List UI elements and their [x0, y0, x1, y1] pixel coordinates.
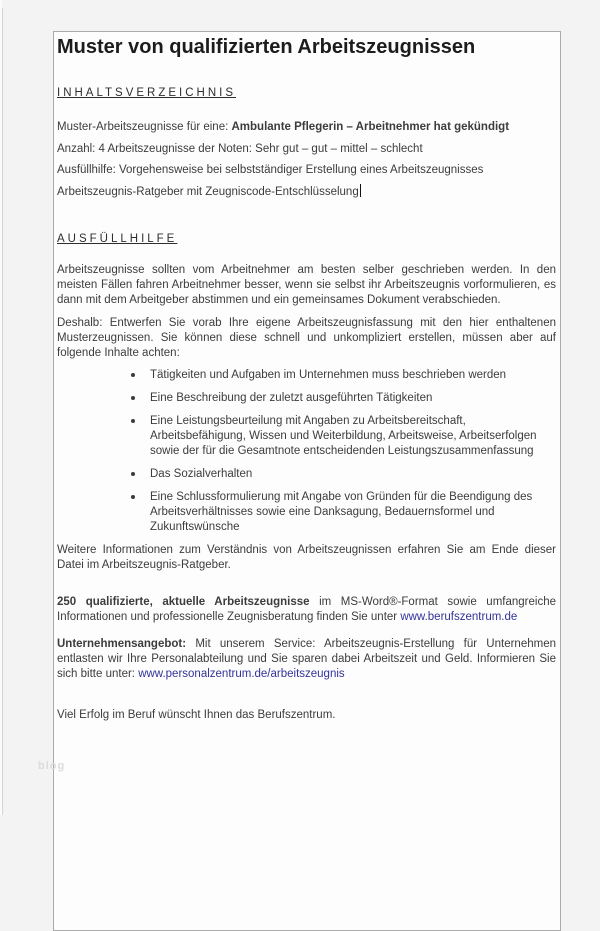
toc-line-guide	[57, 182, 556, 204]
toc-block	[57, 117, 556, 203]
paragraph-offer-unternehmen	[57, 637, 556, 682]
list-item-text: Eine Leistungsbeurteilung mit Angaben zu Arbeitsbereitschaft, Arbeitsbefähigung, Wissen und Weiterbildung, Arbeitsweise, Arbeitserfolgen sowie der für die Gesamtnote entscheidenden Leistungszusammenfassung	[150, 415, 537, 457]
document-page	[53, 31, 561, 931]
viewport-left-edge-line	[2, 8, 3, 815]
list-item-text: Eine Schlussformulierung mit Angabe von Gründen für die Beendigung des Arbeitsverhältnisses sowie eine Danksagung, Bedauernsformel und Zukunftswünsche	[150, 491, 533, 533]
bullet-icon	[131, 495, 135, 499]
offer-unternehmen-bold: Unternehmensangebot:	[57, 638, 187, 650]
list-item	[150, 391, 556, 406]
bullet-icon	[131, 472, 135, 476]
list-item-text: Tätigkeiten und Aufgaben im Unternehmen muss beschrieben werden	[150, 369, 507, 381]
personalzentrum-link[interactable]: www.personalzentrum.de/arbeitszeugnis	[138, 668, 345, 680]
content-requirements-list	[57, 368, 556, 535]
toc-line-profession-bold: Ambulante Pflegerin – Arbeitnehmer hat gekündigt	[231, 121, 510, 133]
toc-heading: INHALTSVERZEICHNIS	[57, 87, 237, 99]
offer-unternehmen-text: Mit unserem Service: Arbeitszeugnis-Erstellung für Unternehmen entlasten wir Ihre Personalabteilung und Sie sparen dabei Arbeitszeit und Geld. Informieren Sie sich bitte unter:	[57, 638, 556, 680]
site-watermark: blog	[38, 760, 66, 772]
bullet-icon	[131, 396, 135, 400]
fill-help-heading: AUSFÜLLHILFE	[57, 233, 178, 245]
offer-zeugnisse-bold: 250 qualifizierte, aktuelle Arbeitszeugnisse	[57, 596, 310, 608]
toc-line-profession	[57, 117, 556, 139]
toc-line-profession-prefix: Muster-Arbeitszeugnisse für eine:	[57, 121, 232, 133]
toc-line-fillhelp: Ausfüllhilfe: Vorgehensweise bei selbstständiger Erstellung eines Arbeitszeugnisses	[57, 164, 484, 176]
paragraph-intro: Arbeitszeugnisse sollten vom Arbeitnehmer am besten selber geschrieben werden. In den meisten Fällen fahren Arbeitnehmer besser, wenn sie selbst ihr Arbeitszeugnis vorformulieren, es dann mit dem Arbeitgeber abstimmen und ein gemeinsames Dokument verabschieden.	[57, 264, 556, 306]
list-item-text: Das Sozialverhalten	[150, 468, 253, 480]
bullet-icon	[131, 373, 135, 377]
toc-line-count: Anzahl: 4 Arbeitszeugnisse der Noten: Sehr gut – gut – mittel – schlecht	[57, 142, 423, 155]
list-item-text: Eine Beschreibung der zuletzt ausgeführten Tätigkeiten	[150, 392, 433, 404]
paragraph-offer-zeugnisse	[57, 595, 556, 625]
text-cursor	[360, 184, 361, 197]
closing-line: Viel Erfolg im Beruf wünscht Ihnen das Berufszentrum.	[57, 709, 336, 721]
bullet-icon	[131, 419, 135, 423]
list-item	[150, 467, 556, 482]
document-title: Muster von qualifizierten Arbeitszeugnissen	[57, 36, 476, 58]
list-item	[150, 368, 556, 383]
list-item	[150, 490, 556, 535]
toc-line-guide-text: Arbeitszeugnis-Ratgeber mit Zeugniscode-Entschlüsselung	[57, 185, 359, 198]
offer-zeugnisse-text: im MS-Word®-Format sowie umfangreiche Informationen und professionelle Zeugnisberatung finden Sie unter	[57, 596, 556, 623]
berufszentrum-link[interactable]: www.berufszentrum.de	[400, 611, 518, 623]
paragraph-deshalb: Deshalb: Entwerfen Sie vorab Ihre eigene Arbeitszeugnisfassung mit den hier enthaltenen Musterzeugnissen. Sie können diese schnell und unkompliziert erstellen, müssen aber auf folgende Inhalte achten:	[57, 317, 556, 359]
paragraph-more-info: Weitere Informationen zum Verständnis von Arbeitszeugnissen erfahren Sie am Ende dieser Datei im Arbeitszeugnis-Ratgeber.	[57, 544, 556, 571]
list-item	[150, 414, 556, 459]
